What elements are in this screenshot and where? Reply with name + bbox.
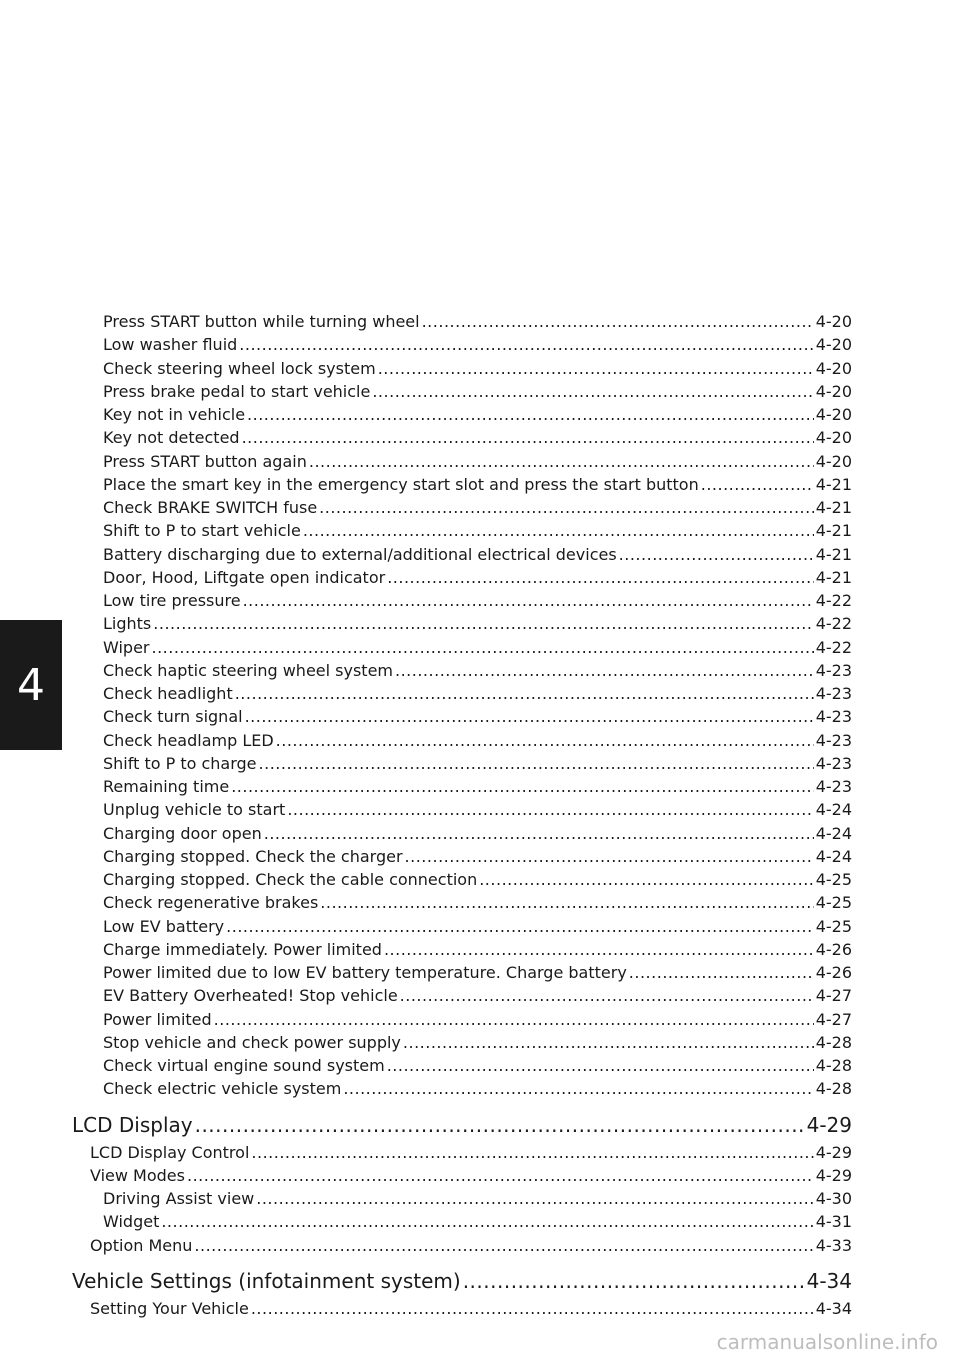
toc-leader-dots xyxy=(309,452,814,471)
toc-entry-title: EV Battery Overheated! Stop vehicle xyxy=(103,986,398,1005)
toc-entry-page: 4-23 xyxy=(815,661,852,680)
toc-entry[interactable] xyxy=(103,521,852,543)
toc-leader-dots xyxy=(247,405,814,424)
toc-entry-page: 4-22 xyxy=(815,614,852,633)
toc-entry-page: 4-25 xyxy=(815,917,852,936)
toc-entry[interactable] xyxy=(72,1113,852,1141)
toc-entry-title: Shift to P to charge xyxy=(103,754,257,773)
toc-entry-page: 4-23 xyxy=(815,731,852,750)
toc-entry-page: 4-31 xyxy=(815,1212,852,1231)
toc-leader-dots xyxy=(251,1143,813,1162)
toc-entry[interactable] xyxy=(103,591,852,613)
toc-leader-dots xyxy=(422,312,814,331)
toc-entry[interactable] xyxy=(103,893,852,915)
toc-entry-page: 4-28 xyxy=(815,1056,852,1075)
toc-leader-dots xyxy=(387,1056,814,1075)
toc-leader-dots xyxy=(343,1079,813,1098)
toc-leader-dots xyxy=(320,893,813,912)
toc-leader-dots xyxy=(629,963,814,982)
toc-leader-dots xyxy=(619,545,814,564)
toc-entry[interactable] xyxy=(90,1166,852,1188)
toc-entry-page: 4-23 xyxy=(815,684,852,703)
toc-entry-page: 4-29 xyxy=(806,1113,852,1137)
toc-leader-dots xyxy=(701,475,814,494)
toc-entry-page: 4-24 xyxy=(815,824,852,843)
toc-entry-page: 4-29 xyxy=(815,1143,852,1162)
toc-leader-dots xyxy=(287,800,813,819)
toc-entry-title: Check virtual engine sound system xyxy=(103,1056,385,1075)
toc-entry[interactable] xyxy=(103,707,852,729)
toc-entry[interactable] xyxy=(103,498,852,520)
toc-entry-page: 4-22 xyxy=(815,638,852,657)
toc-entry-title: Charging stopped. Check the charger xyxy=(103,847,403,866)
toc-entry[interactable] xyxy=(103,731,852,753)
toc-leader-dots xyxy=(152,638,814,657)
toc-leader-dots xyxy=(195,1113,805,1137)
toc-entry-page: 4-20 xyxy=(815,359,852,378)
toc-entry-page: 4-20 xyxy=(815,452,852,471)
toc-leader-dots xyxy=(259,754,814,773)
toc-entry-page: 4-23 xyxy=(815,707,852,726)
toc-leader-dots xyxy=(226,917,814,936)
toc-entry[interactable] xyxy=(103,1056,852,1078)
toc-entry-title: Option Menu xyxy=(90,1236,193,1255)
toc-entry[interactable] xyxy=(103,870,852,892)
toc-entry-page: 4-22 xyxy=(815,591,852,610)
toc-leader-dots xyxy=(251,1299,814,1318)
toc-entry-title: Stop vehicle and check power supply xyxy=(103,1033,401,1052)
toc-entry[interactable] xyxy=(103,614,852,636)
toc-entry[interactable] xyxy=(103,359,852,381)
toc-entry-title: Low washer fluid xyxy=(103,335,238,354)
toc-leader-dots xyxy=(395,661,814,680)
toc-entry-page: 4-20 xyxy=(815,428,852,447)
toc-entry[interactable] xyxy=(90,1143,852,1165)
toc-entry[interactable] xyxy=(103,545,852,567)
toc-leader-dots xyxy=(372,382,813,401)
toc-leader-dots xyxy=(264,824,814,843)
toc-entry-title: Power limited due to low EV battery temperature. Charge battery xyxy=(103,963,627,982)
toc-leader-dots xyxy=(161,1212,813,1231)
toc-leader-dots xyxy=(231,777,813,796)
toc-entry-title: Shift to P to start vehicle xyxy=(103,521,301,540)
toc-entry-title: LCD Display Control xyxy=(90,1143,250,1162)
toc-entry-page: 4-25 xyxy=(815,870,852,889)
toc-leader-dots xyxy=(319,498,814,517)
toc-entry-title: Check BRAKE SWITCH fuse xyxy=(103,498,318,517)
toc-entry-title: Wiper xyxy=(103,638,150,657)
toc-entry[interactable] xyxy=(90,1299,852,1321)
toc-entry[interactable] xyxy=(103,428,852,450)
toc-entry-title: Lights xyxy=(103,614,152,633)
toc-entry[interactable] xyxy=(103,638,852,660)
toc-entry-title: Check steering wheel lock system xyxy=(103,359,376,378)
toc-entry-title: Setting Your Vehicle xyxy=(90,1299,249,1318)
toc-entry[interactable] xyxy=(72,1269,852,1297)
toc-entry[interactable] xyxy=(90,1236,852,1258)
toc-entry-title: Battery discharging due to external/additional electrical devices xyxy=(103,545,617,564)
toc-entry[interactable] xyxy=(103,800,852,822)
toc-entry-page: 4-20 xyxy=(815,335,852,354)
toc-entry-title: Driving Assist view xyxy=(103,1189,255,1208)
toc-leader-dots xyxy=(256,1189,813,1208)
toc-entry-title: Power limited xyxy=(103,1010,212,1029)
toc-entry-title: Unplug vehicle to start xyxy=(103,800,286,819)
toc-entry-page: 4-20 xyxy=(815,382,852,401)
toc-entry-page: 4-28 xyxy=(815,1033,852,1052)
toc-entry[interactable] xyxy=(103,1033,852,1055)
toc-entry-title: Low tire pressure xyxy=(103,591,241,610)
toc-leader-dots xyxy=(214,1010,814,1029)
toc-entry-title: Check headlight xyxy=(103,684,233,703)
toc-leader-dots xyxy=(242,428,814,447)
toc-leader-dots xyxy=(405,847,814,866)
toc-entry-page: 4-20 xyxy=(815,405,852,424)
toc-entry[interactable] xyxy=(103,847,852,869)
watermark: carmanualsonline.info xyxy=(716,1330,938,1354)
toc-entry-page: 4-27 xyxy=(815,1010,852,1029)
toc-entry[interactable] xyxy=(103,1079,852,1101)
toc-entry[interactable] xyxy=(103,312,852,334)
toc-leader-dots xyxy=(384,940,814,959)
toc-entry[interactable] xyxy=(103,475,852,497)
toc-entry-page: 4-25 xyxy=(815,893,852,912)
toc-entry-title: Key not detected xyxy=(103,428,240,447)
toc-entry[interactable] xyxy=(103,1010,852,1032)
toc-entry[interactable] xyxy=(103,405,852,427)
toc-entry-title: Charging door open xyxy=(103,824,262,843)
toc-entry[interactable] xyxy=(103,824,852,846)
toc-entry-title: Vehicle Settings (infotainment system) xyxy=(72,1269,461,1293)
toc-entry-page: 4-24 xyxy=(815,847,852,866)
toc-entry[interactable] xyxy=(103,452,852,474)
toc-entry[interactable] xyxy=(103,940,852,962)
toc-entry-page: 4-24 xyxy=(815,800,852,819)
toc-leader-dots xyxy=(245,707,814,726)
toc-entry-page: 4-21 xyxy=(815,521,852,540)
toc-entry-page: 4-21 xyxy=(815,475,852,494)
toc-entry-title: Press START button again xyxy=(103,452,307,471)
toc-entry-title: Widget xyxy=(103,1212,160,1231)
toc-leader-dots xyxy=(378,359,814,378)
toc-entry-title: Press brake pedal to start vehicle xyxy=(103,382,371,401)
toc-entry-page: 4-27 xyxy=(815,986,852,1005)
toc-entry[interactable] xyxy=(103,963,852,985)
toc-entry[interactable] xyxy=(103,684,852,706)
toc-entry-page: 4-23 xyxy=(815,777,852,796)
toc-entry-page: 4-34 xyxy=(815,1299,852,1318)
toc-entry[interactable] xyxy=(103,1212,852,1234)
toc-entry[interactable] xyxy=(103,335,852,357)
toc-entry-page: 4-26 xyxy=(815,963,852,982)
toc-entry-title: View Modes xyxy=(90,1166,185,1185)
toc-entry-title: Place the smart key in the emergency start slot and press the start button xyxy=(103,475,699,494)
toc-entry-title: Key not in vehicle xyxy=(103,405,246,424)
toc-entry-title: Check turn signal xyxy=(103,707,243,726)
toc-entry-page: 4-28 xyxy=(815,1079,852,1098)
toc-leader-dots xyxy=(479,870,813,889)
toc-entry-page: 4-21 xyxy=(815,568,852,587)
toc-entry-page: 4-20 xyxy=(815,312,852,331)
toc-leader-dots xyxy=(153,614,813,633)
toc-entry-title: Door, Hood, Liftgate open indicator xyxy=(103,568,386,587)
toc-leader-dots xyxy=(400,986,814,1005)
toc-entry-title: Remaining time xyxy=(103,777,230,796)
toc-entry-title: Charge immediately. Power limited xyxy=(103,940,382,959)
toc-entry[interactable] xyxy=(103,568,852,590)
toc-entry-page: 4-21 xyxy=(815,545,852,564)
toc-entry-title: LCD Display xyxy=(72,1113,193,1137)
toc-entry-title: Low EV battery xyxy=(103,917,225,936)
toc-entry-title: Check regenerative brakes xyxy=(103,893,319,912)
toc-leader-dots xyxy=(403,1033,814,1052)
toc-entry-page: 4-26 xyxy=(815,940,852,959)
toc-entry[interactable] xyxy=(103,1189,852,1211)
toc-entry-title: Check headlamp LED xyxy=(103,731,274,750)
toc-entry-page: 4-21 xyxy=(815,498,852,517)
toc-entry-title: Charging stopped. Check the cable connection xyxy=(103,870,478,889)
toc-entry[interactable] xyxy=(103,382,852,404)
toc-entry[interactable] xyxy=(103,661,852,683)
toc-entry[interactable] xyxy=(103,917,852,939)
toc-entry[interactable] xyxy=(103,754,852,776)
toc-entry-page: 4-29 xyxy=(815,1166,852,1185)
toc-entry-title: Press START button while turning wheel xyxy=(103,312,420,331)
toc-leader-dots xyxy=(276,731,814,750)
toc-leader-dots xyxy=(243,591,814,610)
toc-entry-title: Check electric vehicle system xyxy=(103,1079,342,1098)
toc-leader-dots xyxy=(239,335,813,354)
toc-entry-page: 4-34 xyxy=(806,1269,852,1293)
toc-leader-dots xyxy=(194,1236,813,1255)
toc-entry-page: 4-30 xyxy=(815,1189,852,1208)
toc-leader-dots xyxy=(187,1166,814,1185)
toc-leader-dots xyxy=(463,1269,805,1293)
toc-entry-page: 4-23 xyxy=(815,754,852,773)
toc-entry[interactable] xyxy=(103,986,852,1008)
toc-entry-title: Check haptic steering wheel system xyxy=(103,661,393,680)
chapter-tab: 4 xyxy=(0,620,62,750)
toc-entry[interactable] xyxy=(103,777,852,799)
toc-leader-dots xyxy=(235,684,814,703)
toc-leader-dots xyxy=(303,521,814,540)
toc-leader-dots xyxy=(387,568,814,587)
toc-entry-page: 4-33 xyxy=(815,1236,852,1255)
